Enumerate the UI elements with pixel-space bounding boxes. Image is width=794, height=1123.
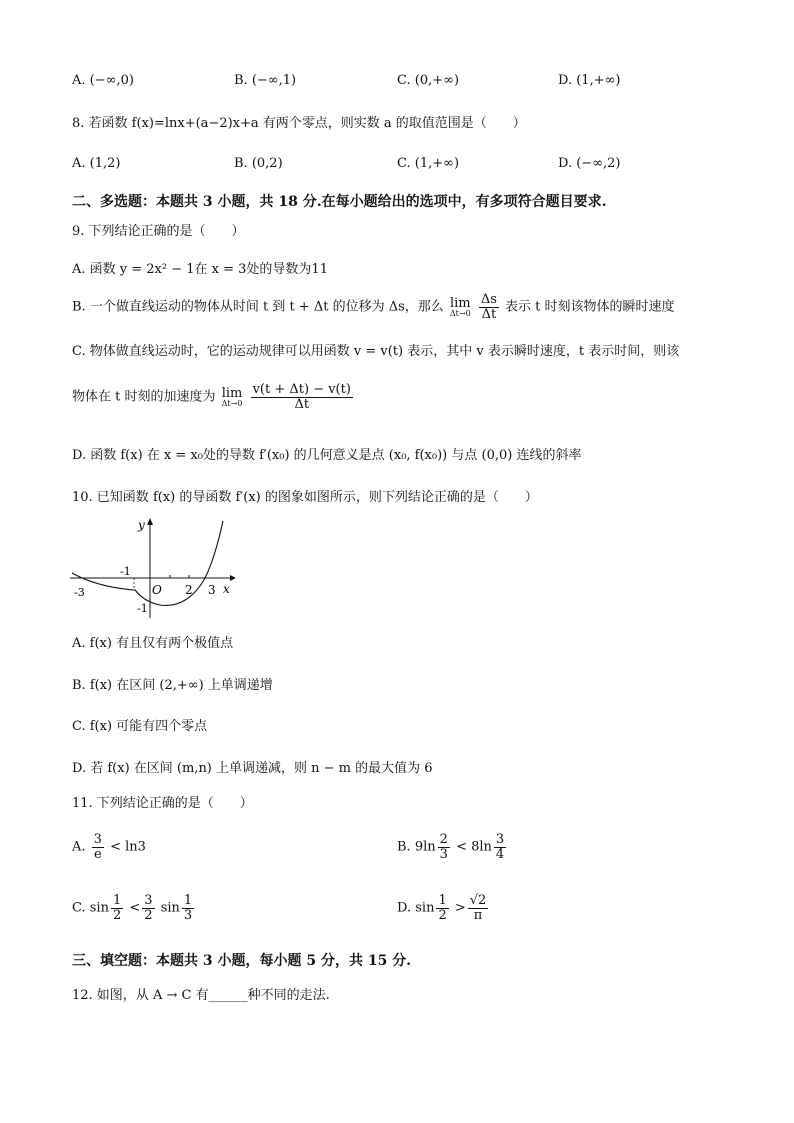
q7-option-d: D. (1,+∞)	[558, 73, 621, 88]
q10-option-a: A. f(x) 有且仅有两个极值点	[72, 636, 234, 651]
label-x: x	[223, 582, 230, 596]
q11-option-b: B. 9ln $\frac{2}{3}$ < 8ln $\frac{3}{4}$	[397, 832, 505, 862]
q9-b-fraction: $\frac{\Delta s}{\Delta t}$	[480, 292, 497, 322]
q8-option-d: D. (−∞,2)	[558, 156, 621, 171]
q9-b-text-end: 表示 t 时刻该物体的瞬时速度	[505, 299, 675, 315]
label-origin: O	[152, 583, 162, 597]
q12-stem: 12. 如图，从 A → C 有______种不同的走法.	[72, 988, 330, 1003]
section-2-heading: 二、多选题：本题共 3 小题，共 18 分.在每小题给出的选项中，有多项符合题目要求.	[72, 194, 607, 210]
q9-option-c-line2	[72, 383, 355, 411]
section-3-heading: 三、填空题：本题共 3 小题，每小题 5 分，共 15 分.	[72, 953, 412, 969]
label-two: 2	[185, 583, 193, 597]
q7-option-b: B. (−∞,1)	[234, 73, 297, 88]
q9-b-text: B. 一个做直线运动的物体从时间 t 到 t + Δt 的位移为 Δs，那么	[72, 299, 444, 315]
q9-option-a: A. 函数 y = 2x² − 1在 x = 3处的导数为11	[72, 262, 328, 277]
q9-c-text: 物体在 t 时刻的加速度为	[72, 389, 216, 405]
derivative-curve	[72, 521, 223, 605]
q9-option-b	[72, 293, 675, 321]
q11-option-d: D. sin $\frac{1}{2}$ > $\frac{√2}{\pi}$	[397, 893, 487, 923]
q9-b-limit: lim Δt→0	[449, 295, 471, 318]
q7-option-c: C. (0,+∞)	[397, 73, 460, 88]
q10-option-d: D. 若 f(x) 在区间 (m,n) 上单调递减，则 n − m 的最大值为 6	[72, 761, 433, 776]
q8-option-b: B. (0,2)	[234, 156, 283, 171]
q11-stem: 11. 下列结论正确的是（ ）	[72, 796, 253, 811]
y-axis-arrow	[147, 518, 153, 525]
q9-option-d: D. 函数 f(x) 在 x = x₀处的导数 f′(x₀) 的几何意义是点 (x₀, f(x₀)) 与点 (0,0) 连线的斜率	[72, 448, 582, 463]
q9-option-c-line1: C. 物体做直线运动时，它的运动规律可以用函数 v = v(t) 表示，其中 v 表示瞬时速度，t 表示时间，则该	[72, 344, 680, 359]
label-minus-one-y: -1	[137, 602, 148, 615]
q9-stem: 9. 下列结论正确的是（ ）	[72, 224, 245, 239]
q10-stem: 10. 已知函数 f(x) 的导函数 f′(x) 的图象如图所示，则下列结论正确的是（ ）	[72, 490, 538, 505]
q11-option-c: C. sin $\frac{1}{2}$ < $\frac{3}{2}$ sin $\frac{1}{3}$	[72, 893, 193, 923]
q10-option-c: C. f(x) 可能有四个零点	[72, 719, 208, 734]
q11-option-a: A. $\frac{3}{e}$ < ln3	[72, 832, 146, 862]
q8-stem: 8. 若函数 f(x)=lnx+(a−2)x+a 有两个零点，则实数 a 的取值范围是（ ）	[72, 116, 526, 131]
q8-option-c: C. (1,+∞)	[397, 156, 460, 171]
q10-option-b: B. f(x) 在区间 (2,+∞) 上单调递增	[72, 678, 273, 693]
q7-option-a: A. (−∞,0)	[72, 73, 134, 88]
q9-c-limit: lim Δt→0	[221, 385, 243, 408]
q8-option-a: A. (1,2)	[72, 156, 121, 171]
label-y: y	[138, 518, 145, 532]
label-minus-one-x: -1	[120, 565, 131, 578]
label-three: 3	[208, 583, 216, 597]
label-minus-three: -3	[74, 586, 85, 599]
q9-c-fraction: $\frac{v(t + \Delta t) - v(t)}{\Delta t}$	[252, 382, 351, 412]
derivative-graph	[70, 516, 235, 620]
x-axis-arrow	[230, 575, 235, 581]
